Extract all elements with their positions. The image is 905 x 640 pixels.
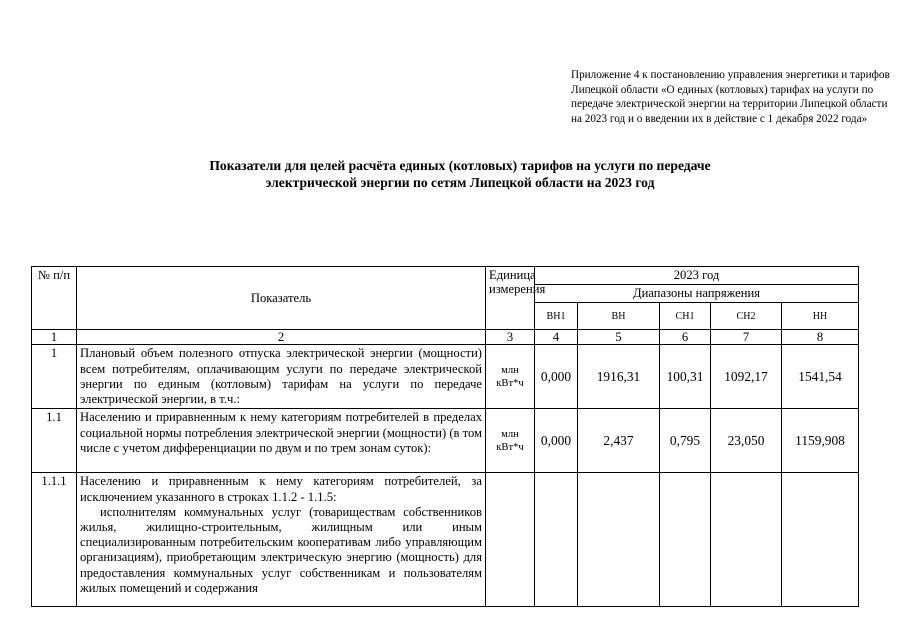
row-number: 1.1.1 bbox=[32, 473, 77, 607]
row-value-sn1: 100,31 bbox=[660, 345, 711, 409]
row-indicator-line-1: Населению и приравненным к нему категориям потребителей, за исключением указанного в строках 1.1.2 - 1.1.5: bbox=[80, 474, 482, 504]
row-value-sn1: 0,795 bbox=[660, 409, 711, 473]
title-line-2: электрической энергии по сетям Липецкой области на 2023 год bbox=[265, 175, 655, 190]
header-voltage-vn1: ВН1 bbox=[535, 303, 578, 330]
table-row bbox=[32, 345, 859, 409]
table-row bbox=[32, 473, 859, 607]
row-value-nn bbox=[782, 473, 859, 607]
col-number: 5 bbox=[578, 330, 660, 345]
row-value-vn1 bbox=[535, 473, 578, 607]
col-number: 8 bbox=[782, 330, 859, 345]
row-value-sn2: 23,050 bbox=[711, 409, 782, 473]
header-ranges: Диапазоны напряжения bbox=[535, 285, 859, 303]
row-number: 1 bbox=[32, 345, 77, 409]
header-voltage-nn: НН bbox=[782, 303, 859, 330]
row-value-nn: 1159,908 bbox=[782, 409, 859, 473]
document-title bbox=[130, 157, 790, 191]
col-number: 6 bbox=[660, 330, 711, 345]
row-indicator: Населению и приравненным к нему категориям потребителей в пределах социальной нормы потребления электрической энергии (мощности) (в том числе с учетом дифференциации по двум и по трем зонам суток): bbox=[77, 409, 486, 473]
row-indicator: Плановый объем полезного отпуска электрической энергии (мощности) всем потребителям, оплачивающим услуги по передаче электрической энергии по единым (котловым) тарифам на услуги по передаче электрической энергии, в т.ч.: bbox=[77, 345, 486, 409]
row-value-sn2: 1092,17 bbox=[711, 345, 782, 409]
row-value-sn1 bbox=[660, 473, 711, 607]
header-voltage-sn2: СН2 bbox=[711, 303, 782, 330]
row-value-vn1: 0,000 bbox=[535, 345, 578, 409]
row-indicator-line-2: исполнителям коммунальных услуг (товариществам собственников жилья, жилищно-строительным, жилищным или иным специализированным потребительским кооперативам либо управляющим организациям), приобретающим электрическую энергию (мощность) для предоставления коммунальных услуг собственникам и пользователям жилых помещений и содержания bbox=[80, 504, 482, 595]
row-value-nn: 1541,54 bbox=[782, 345, 859, 409]
row-indicator bbox=[77, 473, 486, 607]
col-number: 7 bbox=[711, 330, 782, 345]
table-row bbox=[32, 409, 859, 473]
col-number: 3 bbox=[486, 330, 535, 345]
row-value-sn2 bbox=[711, 473, 782, 607]
header-unit: Единица измерения bbox=[486, 267, 535, 330]
appendix-note: Приложение 4 к постановлению управления энергетики и тарифов Липецкой области «О единых (котловых) тарифах на услуги по передаче электрической энергии на территории Липецкой области на 2023 год и о введении их в действие с 1 декабря 2022 года» bbox=[571, 69, 890, 125]
header-year: 2023 год bbox=[535, 267, 859, 285]
header-num: № п/п bbox=[32, 267, 77, 330]
row-number: 1.1 bbox=[32, 409, 77, 473]
column-number-row bbox=[32, 330, 859, 345]
row-value-vn: 1916,31 bbox=[578, 345, 660, 409]
row-value-vn1: 0,000 bbox=[535, 409, 578, 473]
header-voltage-sn1: СН1 bbox=[660, 303, 711, 330]
tariff-table bbox=[31, 266, 859, 607]
header-voltage-vn: ВН bbox=[578, 303, 660, 330]
col-number: 4 bbox=[535, 330, 578, 345]
header-indicator: Показатель bbox=[77, 267, 486, 330]
title-line-1: Показатели для целей расчёта единых (котловых) тарифов на услуги по передаче bbox=[209, 158, 711, 173]
col-number: 2 bbox=[77, 330, 486, 345]
row-value-vn: 2,437 bbox=[578, 409, 660, 473]
row-unit: млн кВт*ч bbox=[486, 409, 535, 473]
col-number: 1 bbox=[32, 330, 77, 345]
row-value-vn bbox=[578, 473, 660, 607]
row-unit bbox=[486, 473, 535, 607]
row-unit: млн кВт*ч bbox=[486, 345, 535, 409]
header-row-1 bbox=[32, 267, 859, 285]
